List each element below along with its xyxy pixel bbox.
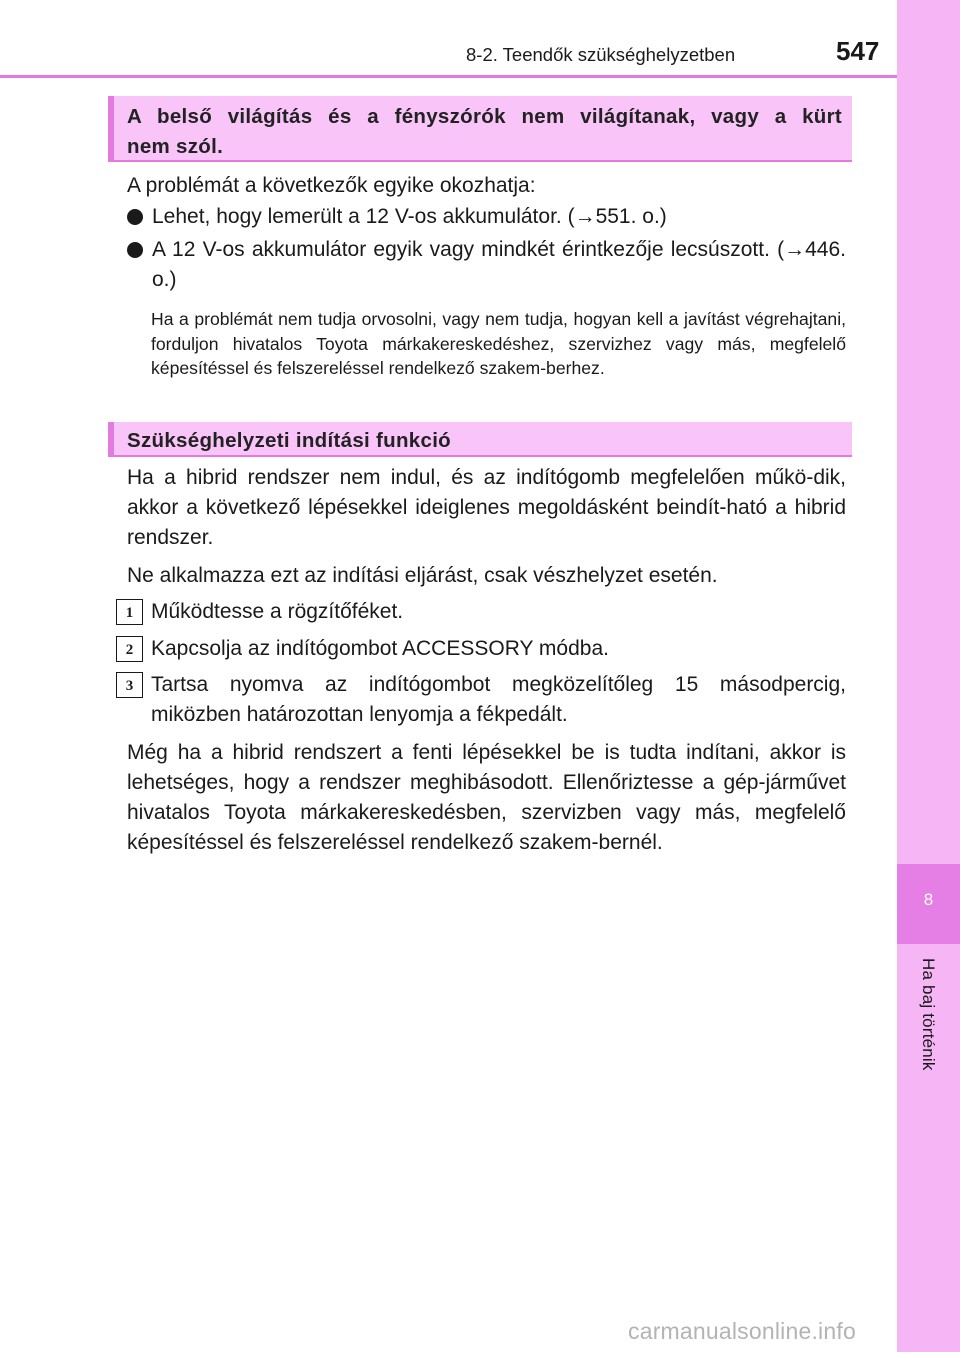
section-title-line2: nem szól. [127,135,224,158]
header-divider [0,75,897,78]
section-title-line1: A belső világítás és a fényszórók nem világítanak, vagy a kürt [127,105,842,128]
section-title-lights [108,96,852,162]
step-number-badge: 3 [116,672,143,698]
page-number: 547 [836,36,880,66]
paragraph-text: Még ha a hibrid rendszert a fenti lépésekkel be is tudta indítani, akkor is lehetséges, hogy a rendszer meghibásodott. Ellenőriztesse a gép-járművet hivatalos Toyota márkakereskedésben, szervizben vagy más, megfelelő képesítéssel és felszereléssel rendelkező szakem-bernél. [127,741,846,854]
list-item [127,235,846,295]
bullet-icon [127,209,143,225]
watermark: carmanualsonline.info [628,1318,856,1344]
list-item-text: Lehet, hogy lemerült a 12 V-os akkumulátor. (→551. o.) [152,205,667,228]
step-text: Tartsa nyomva az indítógombot megközelítőleg 15 másodpercig, miközben határozottan lenyomja a fékpedált. [151,673,846,726]
chapter-title: Ha baj történik [919,958,938,1071]
header-section-title: 8-2. Teendők szükséghelyzetben [466,44,736,65]
bullet-icon [127,242,143,258]
step-text: Működtesse a rögzítőféket. [151,600,404,623]
step-text: Kapcsolja az indítógombot ACCESSORY módba. [151,637,609,660]
chapter-tab [897,864,960,944]
step-number-badge: 1 [116,599,143,625]
step-number-badge: 2 [116,636,143,662]
paragraph-text: Ne alkalmazza ezt az indítási eljárást, csak vészhelyzet esetén. [127,564,718,587]
list-item-text: A 12 V-os akkumulátor egyik vagy mindkét érintkezője lecsúszott. (→446. o.) [152,238,846,291]
list-item [127,202,846,232]
section-title-emergency-start: Szükséghelyzeti indítási funkció [108,422,852,457]
chapter-number: 8 [923,890,934,909]
note-text: Ha a problémát nem tudja orvosolni, vagy nem tudja, hogyan kell a javítást végrehajtani, forduljon hivatalos Toyota márkakereskedéshez, szervizhez vagy más, megfelelő képesítéssel és felszereléssel rendelkező szakem-berhez. [151,309,846,378]
paragraph-text: Ha a hibrid rendszer nem indul, és az indítógomb megfelelően műkö-dik, akkor a következő lépésekkel ideiglenes megoldásként beindít-ható a hibrid rendszer. [127,466,846,549]
intro-text: A problémát a következők egyike okozhatja: [127,174,536,197]
side-strip [897,0,960,1352]
